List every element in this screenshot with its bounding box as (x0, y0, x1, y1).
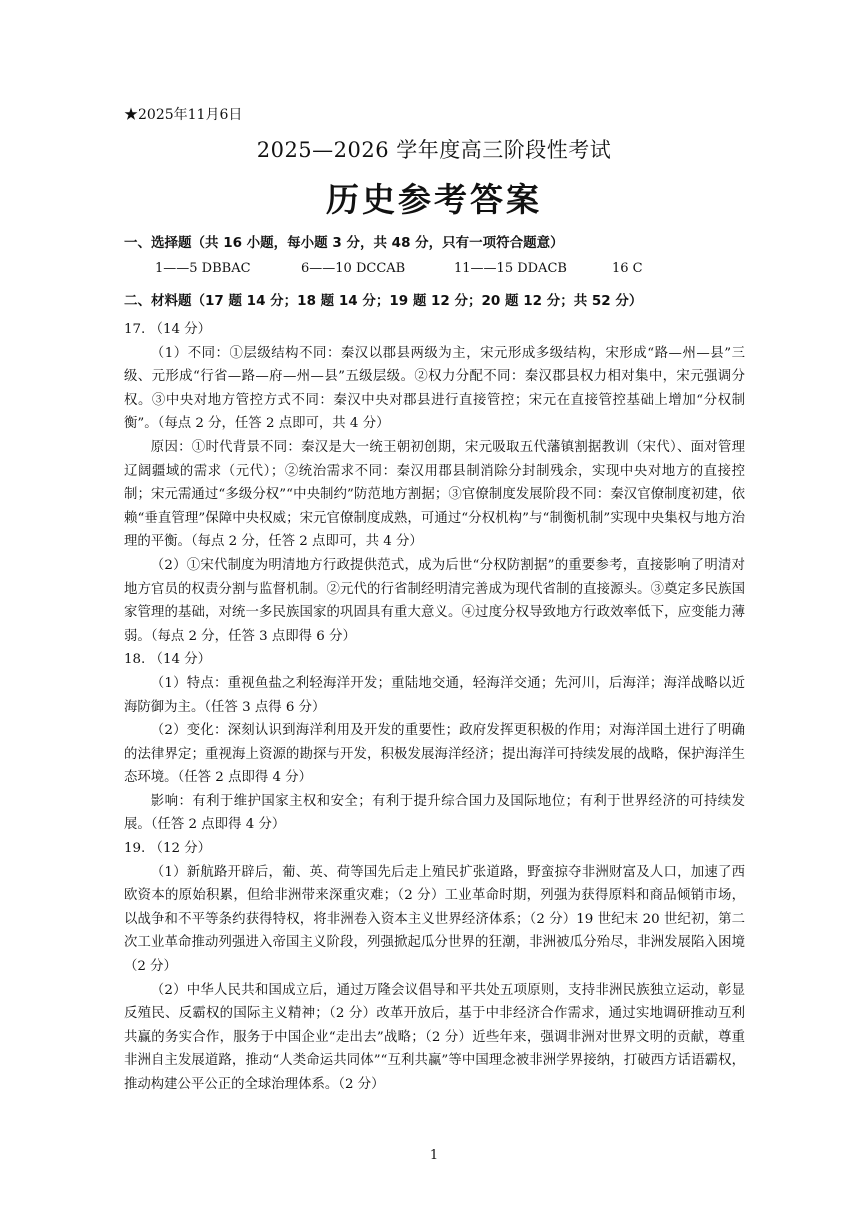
exam-title: 2025—2026 学年度高三阶段性考试 (256, 138, 612, 162)
section-1-heading: 一、选择题（共 16 小题，每小题 3 分，共 48 分，只有一项符合题意） (124, 235, 564, 251)
answer-16: 16 C (612, 261, 643, 276)
q18-title: 18. （14 分） (124, 652, 212, 668)
section-2-heading: 二、材料题（17 题 14 分；18 题 14 分；19 题 12 分；20 题 12 分；共 52 分） (124, 293, 643, 309)
material-answers (124, 318, 745, 1097)
q17-title: 17. （14 分） (124, 322, 212, 337)
q19-part1: （1）新航路开辟后，葡、英、荷等国先后走上殖民扩张道路，野蛮掠夺非洲财富及人口，加速了西欧资本的原始积累，但给非洲带来深重灾难；（2 分）工业革命时期，列强为获得原料和商品倾销市场，以战争和不平等条约获得特权，将非洲卷入资本主义世界经济体系；（2 分）19 世纪末 20 世纪初，第二次工业革命推动列强进入帝国主义阶段，列强掀起瓜分世界的狂潮，非洲被瓜分殆尽，非洲发展陷入困境（2 分） (124, 864, 745, 975)
q17-part1-reasons: 原因：①时代背景不同：秦汉是大一统王朝初创期，宋元吸取五代藩镇割据教训（宋代）、面对管理辽阔疆域的需求（元代）；②统治需求不同：秦汉用郡县制消除分封制残余，实现中央对地方的直接控制；宋元需通过“多级分权”“中央制约”防范地方割据；③官僚制度发展阶段不同：秦汉官僚制度初建，依赖“垂直管理”保障中央权威；宋元官僚制度成熟，可通过“分权机构”与“制衡机制”实现中央集权与地方治理的平衡。（每点 2 分，任答 2 点即可，共 4 分） (124, 439, 745, 550)
q18-part2-impact: 影响：有利于维护国家主权和安全；有利于提升综合国力及国际地位；有利于世界经济的可持续发展。（任答 2 点即得 4 分） (124, 793, 745, 833)
answer-group-6-10: 6——10 DCCAB (301, 261, 406, 276)
answer-group-1-5: 1——5 DBBAC (155, 261, 251, 276)
exam-date: ★2025年11月6日 (124, 107, 243, 123)
q19-part2: （2）中华人民共和国成立后，通过万隆会议倡导和平共处五项原则，支持非洲民族独立运动，彰显反殖民、反霸权的国际主义精神；（2 分）改革开放后，基于中非经济合作需求，通过实地调研推动互利共赢的务实合作，服务于中国企业“走出去”战略；（2 分）近些年来，强调非洲对世界文明的贡献，尊重非洲自主发展道路，推动“人类命运共同体”“互利共赢”等中国理念被非洲学界接纳，打破西方话语霸权，推动构建公平公正的全球治理体系。（2 分） (124, 982, 745, 1092)
q17-part1-differences: （1）不同：①层级结构不同：秦汉以郡县两级为主，宋元形成多级结构，宋形成“路—州—县”三级、元形成“行省—路—府—州—县”五级层级。②权力分配不同：秦汉郡县权力相对集中，宋元强调分权。③中央对地方管控方式不同：秦汉中央对郡县进行直接管控；宋元在直接管控基础上增加“分权制衡”。（每点 2 分，任答 2 点即可，共 4 分） (124, 345, 745, 432)
page-title: 历史参考答案 (326, 180, 542, 219)
q17-part2: （2）①宋代制度为明清地方行政提供范式，成为后世“分权防割据”的重要参考，直接影响了明清对地方官员的权责分割与监督机制。②元代的行省制经明清完善成为现代省制的直接源头。③奠定多民族国家管理的基础，对统一多民族国家的巩固具有重大意义。④过度分权导致地方行政效率低下，应变能力薄弱。（每点 2 分，任答 3 点即得 6 分） (124, 557, 745, 644)
q18-part1: （1）特点：重视鱼盐之利轻海洋开发；重陆地交通，轻海洋交通；先河川，后海洋；海洋战略以近海防御为主。（任答 3 点得 6 分） (124, 675, 745, 715)
q19-title: 19. （12 分） (124, 841, 212, 857)
choice-answers (155, 261, 643, 276)
page-number: 1 (429, 1148, 439, 1163)
q18-part2-changes: （2）变化：深刻认识到海洋利用及开发的重要性；政府发挥更积极的作用；对海洋国土进行了明确的法律界定；重视海上资源的勘探与开发，积极发展海洋经济；提出海洋可持续发展的战略，保护海洋生态环境。（任答 2 点即得 4 分） (124, 723, 745, 786)
answer-group-11-15: 11——15 DDACB (454, 261, 567, 276)
